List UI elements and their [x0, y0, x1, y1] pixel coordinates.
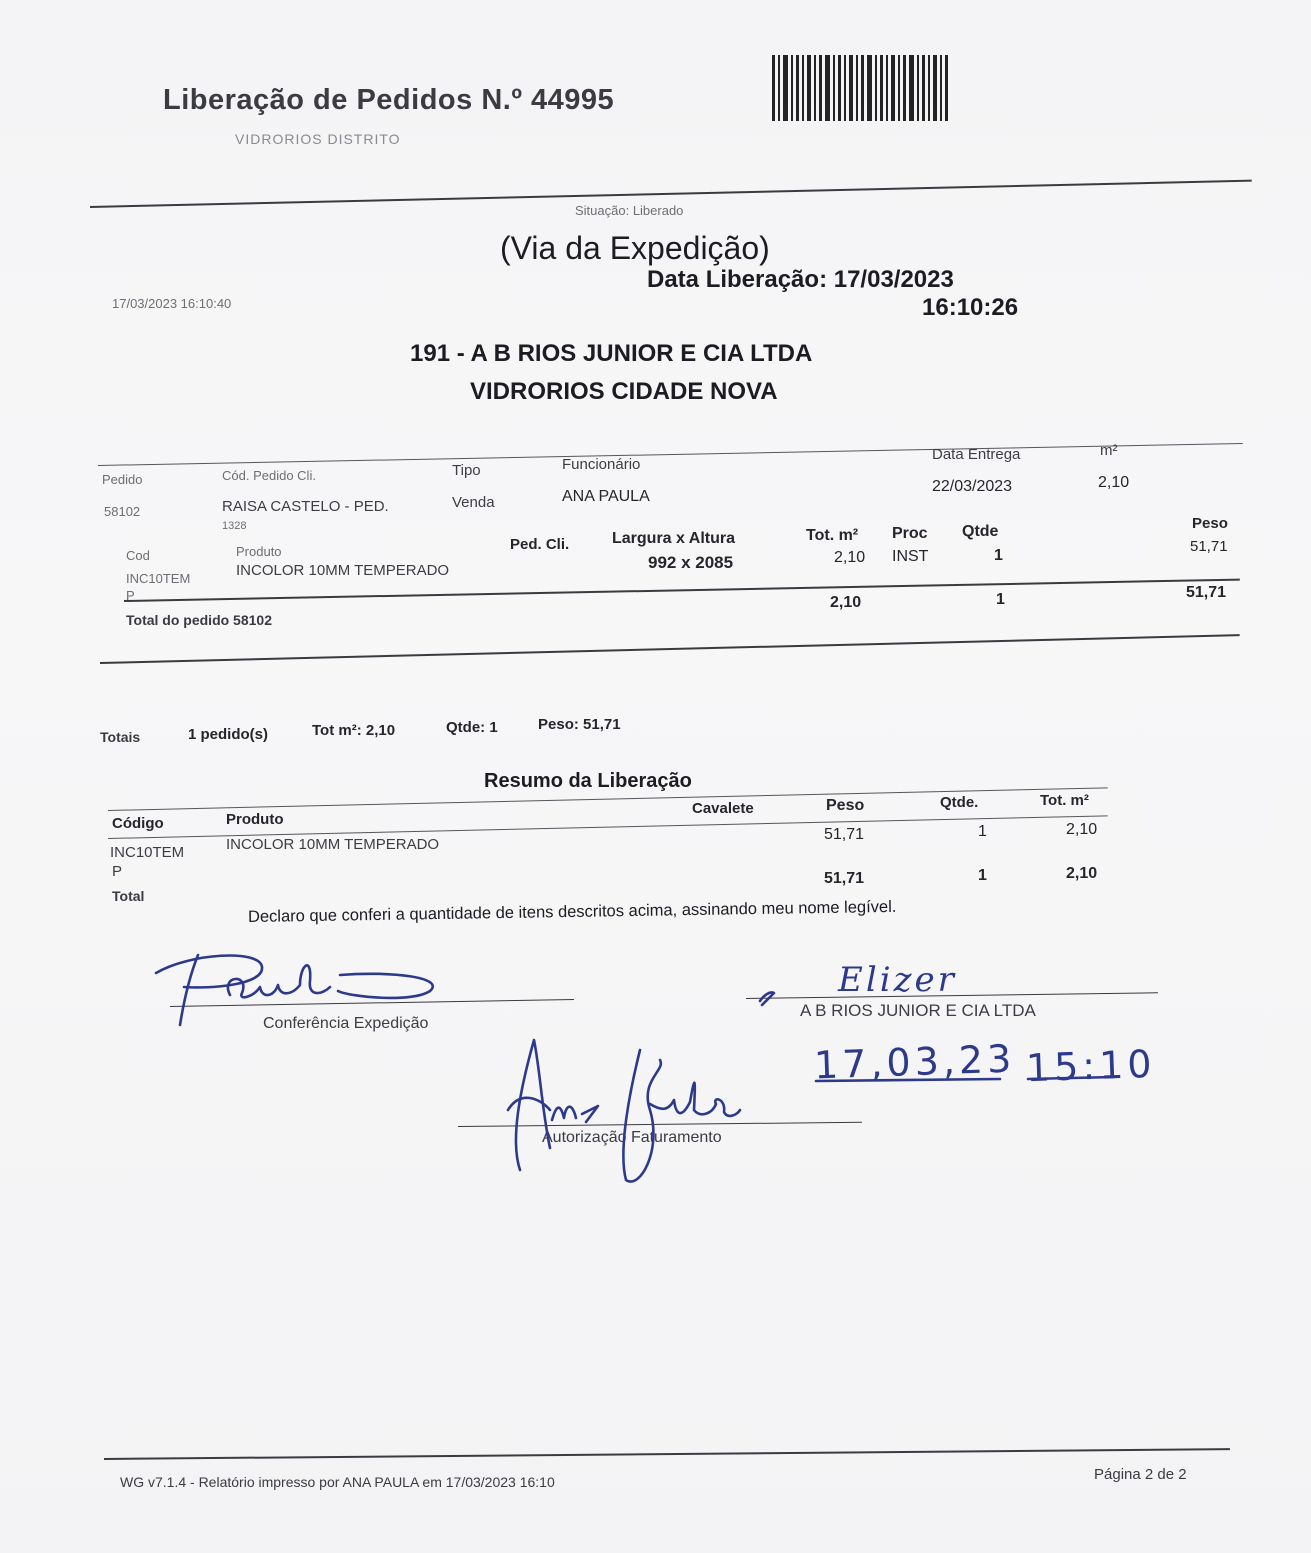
resumo-total-peso: 51,71: [824, 870, 865, 887]
resumo-produto: INCOLOR 10MM TEMPERADO: [226, 836, 440, 853]
barcode: [772, 55, 980, 121]
handwritten-signature-paula: [150, 945, 450, 1035]
via-title: (Via da Expedição): [500, 230, 770, 266]
resumo-col-produto: Produto: [226, 811, 284, 828]
footer-rule: [104, 1448, 1230, 1460]
resumo-total-m2: 2,10: [1066, 865, 1098, 882]
document-title: Liberação de Pedidos N.º 44995: [163, 84, 615, 116]
totals-peso: Peso: 51,71: [538, 716, 621, 733]
order-cod-cli-1: RAISA CASTELO - PED.: [222, 498, 389, 515]
item-cod-1: INC10TEM: [126, 571, 191, 586]
resumo-col-peso: Peso: [826, 797, 865, 814]
item-col-tot-m2: Tot. m²: [806, 527, 859, 544]
conferencia-label: Conferência Expedição: [263, 1015, 429, 1032]
handwritten-name: Elizer: [838, 960, 957, 1000]
totals-label: Totais: [100, 729, 141, 745]
situacao-label: Situação: Liberado: [575, 203, 684, 218]
item-proc: INST: [892, 548, 929, 565]
item-col-qtde: Qtde: [962, 523, 999, 540]
col-pedido: Pedido: [102, 472, 143, 487]
footer-page-number: Página 2 de 2: [1094, 1466, 1187, 1483]
data-liberacao-time: 16:10:26: [922, 294, 1019, 321]
order-table-bottom-rule: [100, 634, 1240, 664]
order-table-top-rule: [98, 443, 1243, 466]
handwritten-mark: [756, 985, 780, 1007]
client-signature-label: A B RIOS JUNIOR E CIA LTDA: [800, 1001, 1036, 1020]
declaration-text: Declaro que conferi a quantidade de itens descritos acima, assinando meu nome legível.: [247, 897, 897, 926]
order-m2: 2,10: [1098, 474, 1130, 491]
order-data-entrega: 22/03/2023: [932, 478, 1013, 495]
order-total-m2: 2,10: [830, 594, 862, 611]
order-total-label: Total do pedido 58102: [126, 612, 272, 628]
autorizacao-label: Autorização Faturamento: [542, 1129, 722, 1146]
data-liberacao: Data Liberação: 17/03/2023: [647, 266, 954, 293]
client-name: 191 - A B RIOS JUNIOR E CIA LTDA: [410, 340, 813, 367]
totals-qtde: Qtde: 1: [446, 719, 498, 736]
handwritten-date: 17,03,23: [813, 1036, 1016, 1088]
order-funcionario: ANA PAULA: [562, 488, 650, 505]
col-cod-pedido-cli: Cód. Pedido Cli.: [222, 468, 316, 483]
resumo-peso: 51,71: [824, 826, 865, 843]
item-produto: INCOLOR 10MM TEMPERADO: [236, 562, 450, 579]
item-tot-m2: 2,10: [834, 549, 866, 566]
client-store: VIDRORIOS CIDADE NOVA: [470, 378, 778, 405]
order-total-qtde: 1: [996, 591, 1005, 608]
resumo-title: Resumo da Liberação: [484, 770, 692, 792]
item-col-proc: Proc: [892, 525, 928, 542]
col-data-entrega: Data Entrega: [932, 446, 1021, 463]
item-peso: 51,71: [1190, 538, 1228, 555]
item-col-cod: Cod: [126, 548, 150, 563]
order-cod-cli-2: 1328: [222, 520, 247, 532]
item-col-produto: Produto: [236, 544, 282, 559]
col-funcionario: Funcionário: [562, 456, 641, 473]
item-total-rule: [124, 579, 1240, 602]
totals-tot-m2: Tot m²: 2,10: [312, 722, 396, 739]
resumo-tot-m2: 2,10: [1066, 821, 1098, 838]
resumo-col-cavalete: Cavalete: [692, 800, 754, 817]
footer-printed-by: WG v7.1.4 - Relatório impresso por ANA PAULA em 17/03/2023 16:10: [120, 1474, 555, 1490]
totals-pedidos: 1 pedido(s): [188, 726, 269, 743]
col-m2: m²: [1100, 442, 1118, 459]
order-pedido: 58102: [104, 504, 141, 519]
item-dimensions: 992 x 2085: [648, 553, 734, 572]
item-col-largura-altura: Largura x Altura: [612, 530, 735, 547]
company-subtitle: VIDRORIOS DISTRITO: [235, 131, 401, 147]
order-tipo: Venda: [452, 494, 495, 511]
handwritten-time: 15:10: [1025, 1041, 1157, 1091]
resumo-qtde: 1: [978, 823, 987, 840]
print-timestamp: 17/03/2023 16:10:40: [112, 296, 232, 311]
item-cod-2: P: [126, 588, 135, 603]
item-col-peso: Peso: [1192, 515, 1228, 532]
resumo-total-label: Total: [112, 888, 145, 904]
resumo-codigo-1: INC10TEM: [110, 844, 185, 861]
handwritten-signature-ana-paula: [490, 1030, 750, 1190]
handwritten-underline: [814, 1075, 1134, 1085]
item-qtde: 1: [994, 547, 1003, 564]
resumo-col-codigo: Código: [112, 815, 164, 832]
resumo-codigo-2: P: [112, 863, 123, 880]
resumo-total-qtde: 1: [978, 867, 987, 884]
resumo-col-tot-m2: Tot. m²: [1040, 792, 1089, 809]
item-col-ped-cli: Ped. Cli.: [510, 536, 570, 553]
resumo-col-qtde: Qtde.: [940, 794, 979, 811]
order-total-peso: 51,71: [1186, 584, 1227, 601]
col-tipo: Tipo: [452, 462, 481, 479]
